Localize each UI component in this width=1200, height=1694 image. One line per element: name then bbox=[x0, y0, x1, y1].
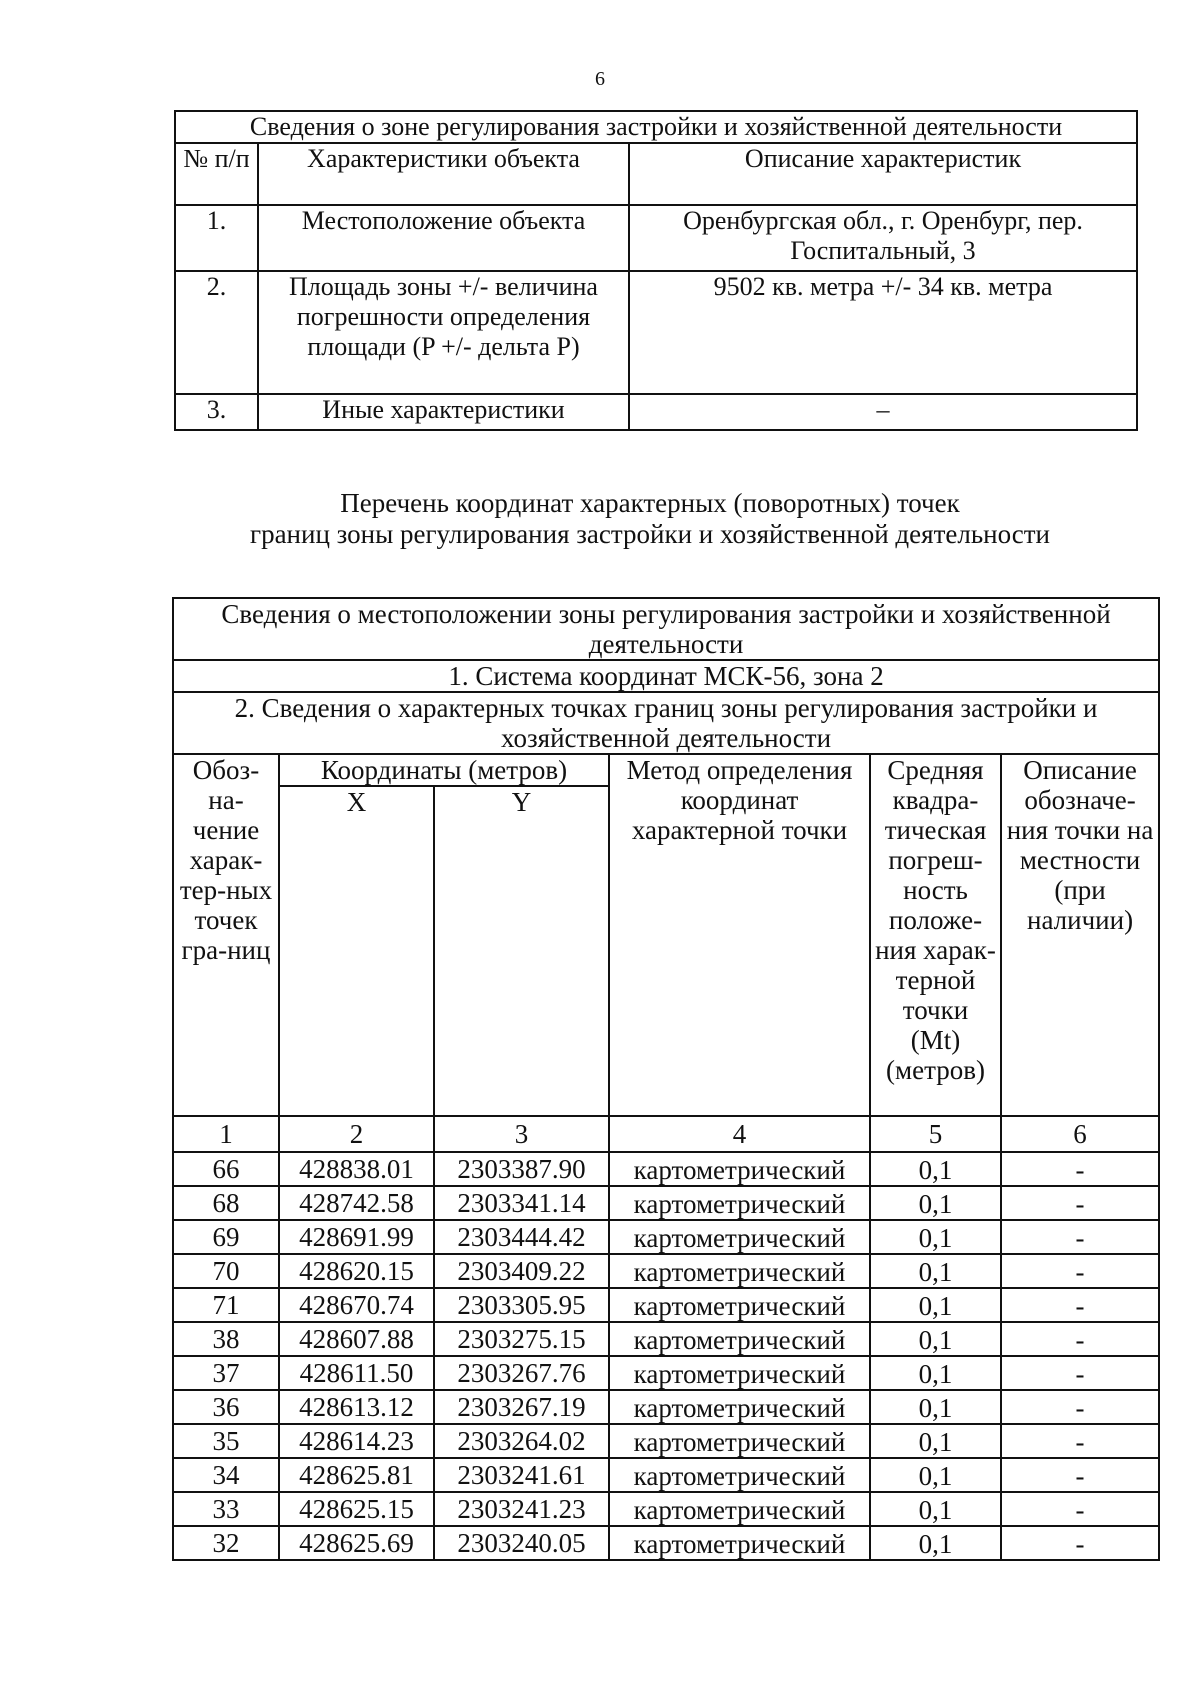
point-id: 71 bbox=[173, 1288, 279, 1322]
coord-y: 2303275.15 bbox=[434, 1322, 609, 1356]
coords-section2: 2. Сведения о характерных точках границ зоны регулирования застройки и хозяйственной деятельности bbox=[173, 692, 1159, 754]
col-number: 5 bbox=[870, 1116, 1001, 1152]
method: картометрический bbox=[609, 1220, 870, 1254]
point-id: 34 bbox=[173, 1458, 279, 1492]
coord-y: 2303267.76 bbox=[434, 1356, 609, 1390]
coords-table bbox=[172, 597, 1160, 1561]
coord-x: 428625.69 bbox=[279, 1526, 434, 1560]
point-description: - bbox=[1001, 1254, 1159, 1288]
coord-x: 428611.50 bbox=[279, 1356, 434, 1390]
header-description: Описание характеристик bbox=[629, 143, 1137, 205]
point-id: 66 bbox=[173, 1152, 279, 1186]
table-row bbox=[173, 1356, 1159, 1390]
row-number: 3. bbox=[175, 394, 258, 430]
error-value: 0,1 bbox=[870, 1152, 1001, 1186]
col-number: 6 bbox=[1001, 1116, 1159, 1152]
table-row bbox=[173, 1254, 1159, 1288]
row-description: Оренбургская обл., г. Оренбург, пер. Госпитальный, 3 bbox=[629, 205, 1137, 271]
header-point: Обоз-на-чение харак-тер-ных точек гра-ниц bbox=[173, 754, 279, 1116]
method: картометрический bbox=[609, 1424, 870, 1458]
error-value: 0,1 bbox=[870, 1492, 1001, 1526]
table-row bbox=[173, 1424, 1159, 1458]
table-row bbox=[173, 1152, 1159, 1186]
coord-x: 428607.88 bbox=[279, 1322, 434, 1356]
point-id: 38 bbox=[173, 1322, 279, 1356]
point-description: - bbox=[1001, 1220, 1159, 1254]
point-description: - bbox=[1001, 1322, 1159, 1356]
table-row bbox=[173, 1390, 1159, 1424]
table-row bbox=[173, 1220, 1159, 1254]
point-description: - bbox=[1001, 1152, 1159, 1186]
point-id: 36 bbox=[173, 1390, 279, 1424]
method: картометрический bbox=[609, 1526, 870, 1560]
point-description: - bbox=[1001, 1458, 1159, 1492]
point-id: 69 bbox=[173, 1220, 279, 1254]
error-value: 0,1 bbox=[870, 1220, 1001, 1254]
method: картометрический bbox=[609, 1356, 870, 1390]
method: картометрический bbox=[609, 1254, 870, 1288]
table-row bbox=[173, 1288, 1159, 1322]
coord-x: 428838.01 bbox=[279, 1152, 434, 1186]
coord-y: 2303240.05 bbox=[434, 1526, 609, 1560]
point-description: - bbox=[1001, 1390, 1159, 1424]
error-value: 0,1 bbox=[870, 1424, 1001, 1458]
row-description: 9502 кв. метра +/- 34 кв. метра bbox=[629, 271, 1137, 394]
error-value: 0,1 bbox=[870, 1356, 1001, 1390]
header-x: X bbox=[279, 786, 434, 1116]
row-name: Площадь зоны +/- величина погрешности определения площади (P +/- дельта P) bbox=[258, 271, 629, 394]
coord-x: 428620.15 bbox=[279, 1254, 434, 1288]
coord-y: 2303241.23 bbox=[434, 1492, 609, 1526]
coord-y: 2303409.22 bbox=[434, 1254, 609, 1288]
coords-table-title: Сведения о местоположении зоны регулирования застройки и хозяйственной деятельности bbox=[173, 598, 1159, 660]
zone-info-title: Сведения о зоне регулирования застройки и хозяйственной деятельности bbox=[175, 111, 1137, 143]
point-id: 35 bbox=[173, 1424, 279, 1458]
coord-y: 2303264.02 bbox=[434, 1424, 609, 1458]
point-id: 32 bbox=[173, 1526, 279, 1560]
table-row bbox=[173, 1526, 1159, 1560]
method: картометрический bbox=[609, 1186, 870, 1220]
row-name: Местоположение объекта bbox=[258, 205, 629, 271]
coord-y: 2303387.90 bbox=[434, 1152, 609, 1186]
error-value: 0,1 bbox=[870, 1186, 1001, 1220]
error-value: 0,1 bbox=[870, 1254, 1001, 1288]
method: картометрический bbox=[609, 1288, 870, 1322]
row-number: 2. bbox=[175, 271, 258, 394]
point-id: 68 bbox=[173, 1186, 279, 1220]
zone-info-table bbox=[174, 110, 1138, 431]
table-row bbox=[173, 1492, 1159, 1526]
row-name: Иные характеристики bbox=[258, 394, 629, 430]
col-number: 2 bbox=[279, 1116, 434, 1152]
method: картометрический bbox=[609, 1390, 870, 1424]
table-row bbox=[173, 1186, 1159, 1220]
coord-x: 428613.12 bbox=[279, 1390, 434, 1424]
header-y: Y bbox=[434, 786, 609, 1116]
point-id: 33 bbox=[173, 1492, 279, 1526]
coord-y: 2303241.61 bbox=[434, 1458, 609, 1492]
header-point-description: Описание обозначе-ния точки на местности (при наличии) bbox=[1001, 754, 1159, 1116]
error-value: 0,1 bbox=[870, 1526, 1001, 1560]
point-description: - bbox=[1001, 1288, 1159, 1322]
coord-y: 2303444.42 bbox=[434, 1220, 609, 1254]
header-error: Средняя квадра-тическая погреш-ность положе-ния харак-терной точки (Mt) (метров) bbox=[870, 754, 1001, 1116]
coord-x: 428691.99 bbox=[279, 1220, 434, 1254]
point-id: 70 bbox=[173, 1254, 279, 1288]
col-number: 3 bbox=[434, 1116, 609, 1152]
error-value: 0,1 bbox=[870, 1458, 1001, 1492]
method: картометрический bbox=[609, 1152, 870, 1186]
coord-y: 2303267.19 bbox=[434, 1390, 609, 1424]
point-description: - bbox=[1001, 1526, 1159, 1560]
page-number: 6 bbox=[595, 68, 605, 90]
coords-rows bbox=[173, 1152, 1159, 1560]
method: картометрический bbox=[609, 1492, 870, 1526]
point-description: - bbox=[1001, 1424, 1159, 1458]
error-value: 0,1 bbox=[870, 1322, 1001, 1356]
coord-x: 428670.74 bbox=[279, 1288, 434, 1322]
method: картометрический bbox=[609, 1458, 870, 1492]
table-row bbox=[173, 1322, 1159, 1356]
header-method: Метод определения координат характерной точки bbox=[609, 754, 870, 1116]
coords-system: 1. Система координат МСК-56, зона 2 bbox=[173, 660, 1159, 692]
coords-list-title-line2: границ зоны регулирования застройки и хозяйственной деятельности bbox=[250, 519, 1050, 549]
coord-x: 428625.81 bbox=[279, 1458, 434, 1492]
header-characteristic: Характеристики объекта bbox=[258, 143, 629, 205]
header-number: № п/п bbox=[175, 143, 258, 205]
col-number: 1 bbox=[173, 1116, 279, 1152]
method: картометрический bbox=[609, 1322, 870, 1356]
coord-x: 428614.23 bbox=[279, 1424, 434, 1458]
point-description: - bbox=[1001, 1356, 1159, 1390]
error-value: 0,1 bbox=[870, 1390, 1001, 1424]
error-value: 0,1 bbox=[870, 1288, 1001, 1322]
col-number: 4 bbox=[609, 1116, 870, 1152]
header-coords: Координаты (метров) bbox=[279, 754, 609, 786]
coord-x: 428742.58 bbox=[279, 1186, 434, 1220]
point-description: - bbox=[1001, 1492, 1159, 1526]
coord-y: 2303341.14 bbox=[434, 1186, 609, 1220]
point-id: 37 bbox=[173, 1356, 279, 1390]
coord-x: 428625.15 bbox=[279, 1492, 434, 1526]
row-number: 1. bbox=[175, 205, 258, 271]
point-description: - bbox=[1001, 1186, 1159, 1220]
coords-list-title bbox=[0, 488, 1200, 550]
row-description: – bbox=[629, 394, 1137, 430]
coords-list-title-line1: Перечень координат характерных (поворотных) точек bbox=[340, 488, 960, 518]
coord-y: 2303305.95 bbox=[434, 1288, 609, 1322]
table-row bbox=[173, 1458, 1159, 1492]
